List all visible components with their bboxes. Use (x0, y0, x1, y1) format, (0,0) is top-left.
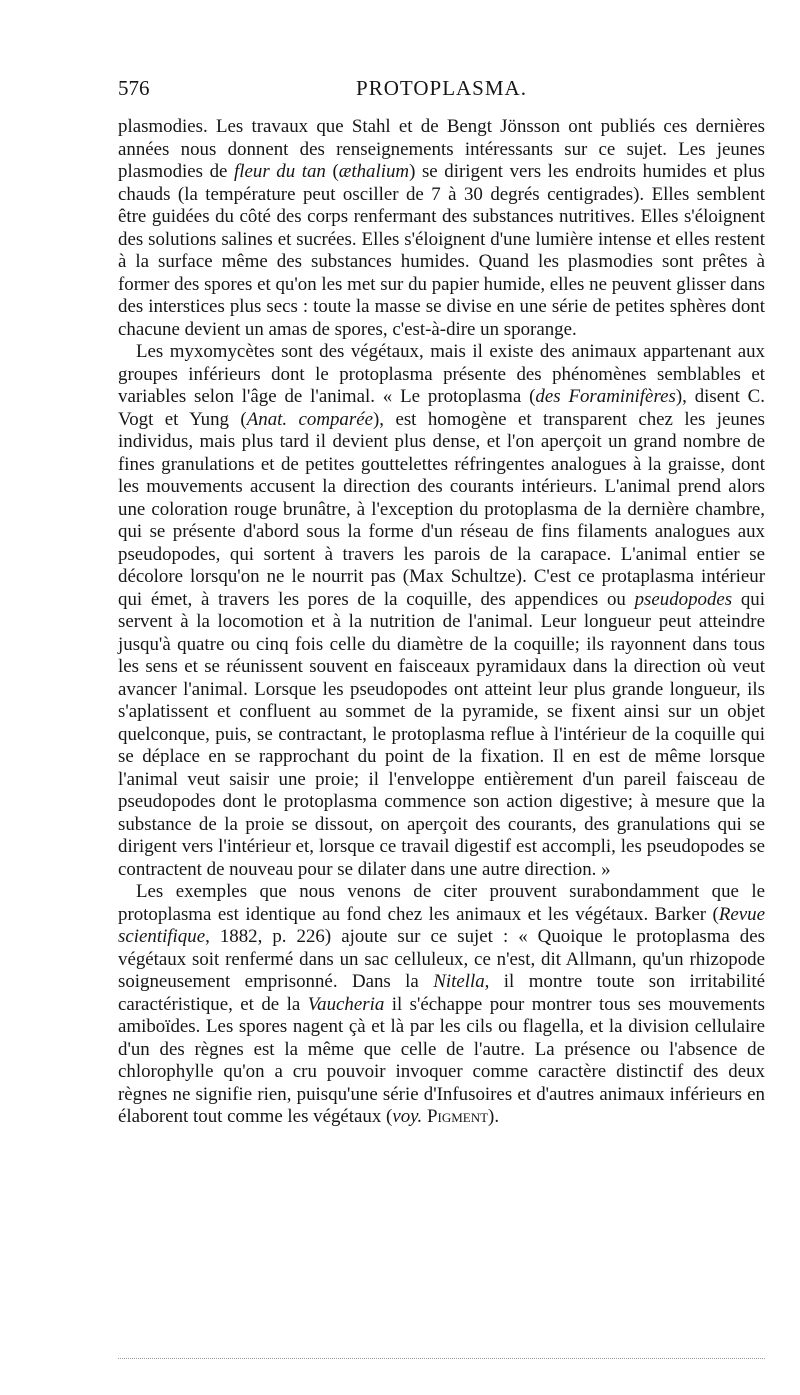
small-caps-text: Pigment (426, 1106, 489, 1127)
paragraph-3 (118, 881, 765, 1129)
italic-text: fleur du tan (234, 161, 326, 182)
text-run: Les exemples que nous venons de citer prouvent surabondamment que le protoplasma est identique au fond chez les animaux et les végétaux. Barker ( (118, 881, 765, 925)
text-run: , 1882, p. 226) ajoute sur ce sujet : « Quoique le protoplasma des végétaux soit renfermé dans un sac celluleux, ce n'est, dit Allmann, qu'un rhizopode soigneusement emprisonné. Dans la (118, 926, 765, 992)
text-run: ) se dirigent vers les endroits humides et plus chauds (la température peut osciller de 7 à 30 degrés centigrades). Elles semblent être guidées du côté des corps renfermant des substances nutritives. Elles s'éloignent des solutions salines et sucrées. Elles s'éloignent d'une lumière intense et elles restent à la surface même des substances humides. Quand les plasmodies sont prêtes à former des spores et qu'on les met sur du papier humide, elles ne peuvent glisser dans des interstices plus secs : toute la masse se divise en une série de petites sphères dont chacune devient un amas de spores, c'est-à-dire un sporange. (118, 161, 765, 340)
text-run: qui servent à la locomotion et à la nutrition de l'animal. Leur longueur peut atteindre jusqu'à quatre ou cinq fois celle du diamètre de la coquille; ils rayonnent dans tous les sens et se réunissent souvent en faisceaux pyramidaux dans la direction où veut avancer l'animal. Lorsque les pseudopodes ont atteint leur plus grande longueur, ils s'aplatissent et confluent au sommet de la pyramide, se fixent ainsi sur un objet quelconque, puis, se contractant, le protoplasma reflue à l'intérieur de la coquille qui se déplace en se rapprochant du point de la fixation. Il en est de même lorsque l'animal veut saisir une proie; il l'enveloppe entièrement d'un pareil faisceau de pseudopodes dont le protoplasma commence son action digestive; à mesure que la substance de la proie se dissout, on aperçoit des courants, des granulations qui se dirigent vers l'intérieur et, lorsque ce travail digestif est accompli, les pseudopodes se contractent de nouveau pour se dilater dans une autre direction. » (118, 588, 765, 880)
text-run: ), disent C. Vogt et Yung ( (118, 386, 765, 430)
paragraph-1 (118, 116, 765, 341)
italic-text: Revue scientifique (118, 903, 765, 947)
text-run: il s'échappe pour montrer tous ses mouvements amiboïdes. Les spores nagent çà et là par les cils ou flagella, et la division cellulaire d'un des règnes est la même que celle de l'autre. La présence ou l'absence de chlorophylle qu'on a cru pouvoir invoquer comme caractère distinctif des deux règnes ne signifie rien, puisqu'une série d'Infusoires et d'autres animaux inférieurs en élaborent tout comme les végétaux ( (118, 993, 765, 1127)
italic-text: Anat. comparée (246, 408, 374, 430)
running-title: PROTOPLASMA. (356, 76, 527, 100)
text-run: ), est homogène et transparent chez les jeunes individus, mais plus tard il devient plus dense, et l'on aperçoit un grand nombre de fines granulations et de petites gouttelettes réfringentes analogues à la graisse, dont les mouvements accusent la direction des courants intérieurs. L'animal prend alors une coloration rouge brunâtre, à l'exception du protoplasma de la dernière chambre, qui se présente d'abord sous la forme d'un réseau de fins filaments analogues aux pseudopodes, qui sortent à travers les parois de la carapace. L'animal entier se décolore lorsqu'on ne le nourrit pas (Max Schultze). C'est ce protaplasma intérieur qui émet, à travers les pores de la coquille, des appendices ou (118, 408, 765, 610)
paragraph-2 (118, 341, 765, 881)
text-run: Les myxomycètes sont des végétaux, mais il existe des animaux appartenant aux groupes inférieurs dont le protoplasma présente des phénomènes semblables et variables selon l'âge de l'animal. « Le protoplasma ( (118, 341, 765, 407)
text-run: ). (488, 1106, 500, 1127)
italic-text: pseudopodes (634, 588, 733, 610)
italic-text: Nitella (433, 971, 485, 992)
italic-text: æthalium (338, 161, 410, 182)
text-run: plasmodies. Les travaux que Stahl et de Bengt Jönsson ont publiés ces dernières années nous donnent des renseignements intéressants sur ce sujet. Les jeunes plasmodies de (118, 116, 765, 182)
italic-text: des Foraminifères (535, 386, 676, 407)
text-run: ( (325, 161, 339, 182)
text-run: , il montre toute son irritabilité caractéristique, et de la (118, 971, 765, 1015)
italic-text: Vaucheria (307, 993, 385, 1015)
page-header (118, 76, 765, 116)
book-page (118, 76, 765, 1129)
page-number: 576 (118, 76, 150, 100)
footer-dotted-rule (118, 1358, 765, 1359)
italic-text: voy. (392, 1106, 423, 1127)
